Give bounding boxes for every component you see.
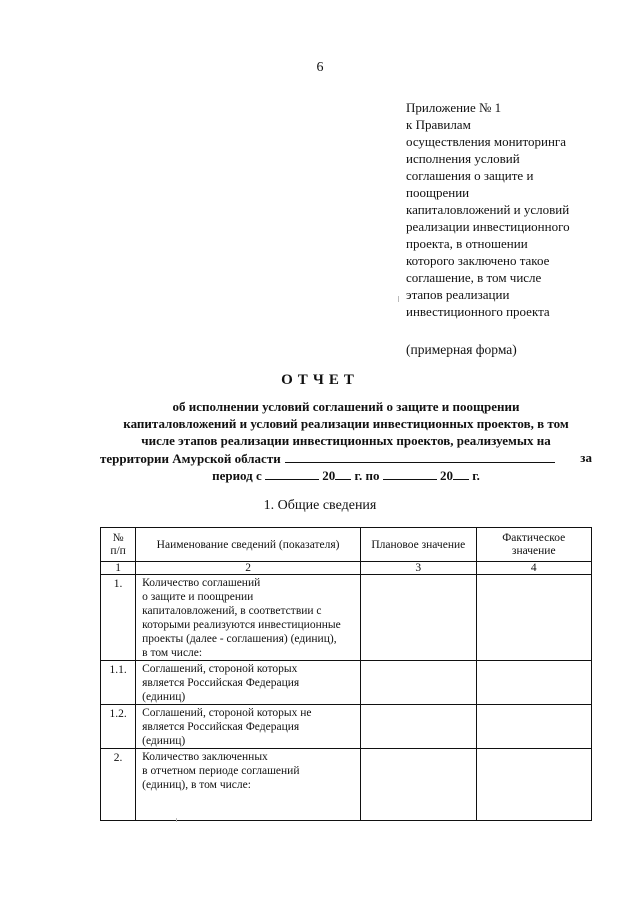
row-name: Количество заключенных в отчетном периоде соглашений (единиц), в том числе:: [136, 749, 361, 821]
row-name: Соглашений, стороной которых является Российская Федерация (единиц): [136, 661, 361, 705]
header-fact: Фактическое значение: [476, 528, 591, 562]
appendix-line: реализации инвестиционного: [406, 219, 570, 234]
table-header-row: [101, 528, 592, 562]
territory-label: территории Амурской области: [100, 451, 281, 466]
appendix-line: соглашения о защите и: [406, 168, 534, 183]
row-fact-cell[interactable]: [476, 705, 591, 749]
row-fact-cell[interactable]: [476, 575, 591, 661]
appendix-line: инвестиционного проекта: [406, 304, 550, 319]
page-number: 6: [316, 60, 324, 75]
row-plan-cell[interactable]: [361, 661, 476, 705]
subtitle-line-4: [100, 449, 592, 466]
table-row: [101, 575, 592, 661]
scan-artifact: [176, 818, 177, 822]
period-end-blank[interactable]: [383, 466, 437, 480]
row-plan-cell[interactable]: [361, 705, 476, 749]
row-plan-cell[interactable]: [361, 575, 476, 661]
table-index-row: [101, 562, 592, 575]
appendix-line: капиталовложений и условий: [406, 202, 570, 217]
report-subtitle: [100, 398, 592, 484]
appendix-line: которого заключено такое: [406, 253, 550, 268]
header-name: Наименование сведений (показателя): [136, 528, 361, 562]
appendix-block: [406, 99, 606, 320]
report-table: [100, 527, 592, 821]
period-end: г.: [472, 468, 480, 483]
appendix-line: соглашение, в том числе: [406, 270, 542, 285]
period-line: [100, 466, 592, 484]
subtitle-line-1: об исполнении условий соглашений о защите и поощрении: [172, 399, 520, 414]
za-label: за: [580, 450, 592, 465]
subtitle-line-2: капиталовложений и условий реализации инвестиционных проектов, в том: [123, 416, 569, 431]
period-start-blank[interactable]: [265, 466, 319, 480]
header-plan: Плановое значение: [361, 528, 476, 562]
period-year-b-blank[interactable]: [453, 466, 469, 480]
appendix-line: осуществления мониторинга: [406, 134, 567, 149]
appendix-line: к Правилам: [406, 117, 471, 132]
report-title: ОТЧЕТ: [281, 372, 359, 388]
appendix-line: поощрении: [406, 185, 470, 200]
index-cell: 1: [101, 562, 136, 575]
subtitle-line-3: числе этапов реализации инвестиционных проектов, реализуемых на: [141, 433, 551, 448]
period-year-a: 20: [322, 468, 336, 483]
table-row: [101, 749, 592, 821]
row-fact-cell[interactable]: [476, 749, 591, 821]
scan-artifact: [398, 296, 399, 302]
period-mid: г. по: [354, 468, 380, 483]
appendix-line: исполнения условий: [406, 151, 520, 166]
index-cell: 2: [136, 562, 361, 575]
table-row: [101, 661, 592, 705]
appendix-line: этапов реализации: [406, 287, 510, 302]
appendix-line: проекта, в отношении: [406, 236, 528, 251]
index-cell: 4: [476, 562, 591, 575]
period-year-a-blank[interactable]: [335, 466, 351, 480]
section-title: 1. Общие сведения: [263, 498, 377, 513]
row-number: 2.: [101, 749, 136, 821]
header-number: № п/п: [101, 528, 136, 562]
row-number: 1.: [101, 575, 136, 661]
period-prefix: период с: [212, 468, 262, 483]
row-fact-cell[interactable]: [476, 661, 591, 705]
table-row: [101, 705, 592, 749]
territory-blank[interactable]: [285, 449, 555, 463]
form-note: (примерная форма): [406, 342, 517, 357]
row-name: Количество соглашений о защите и поощрении капиталовложений, в соответствии с которыми реализуются инвестиционные проекты (далее - соглашения) (единиц), в том числе:: [136, 575, 361, 661]
index-cell: 3: [361, 562, 476, 575]
appendix-line: Приложение № 1: [406, 100, 502, 115]
row-number: 1.2.: [101, 705, 136, 749]
row-number: 1.1.: [101, 661, 136, 705]
row-name: Соглашений, стороной которых не является Российская Федерация (единиц): [136, 705, 361, 749]
row-plan-cell[interactable]: [361, 749, 476, 821]
period-year-b: 20: [439, 468, 453, 483]
